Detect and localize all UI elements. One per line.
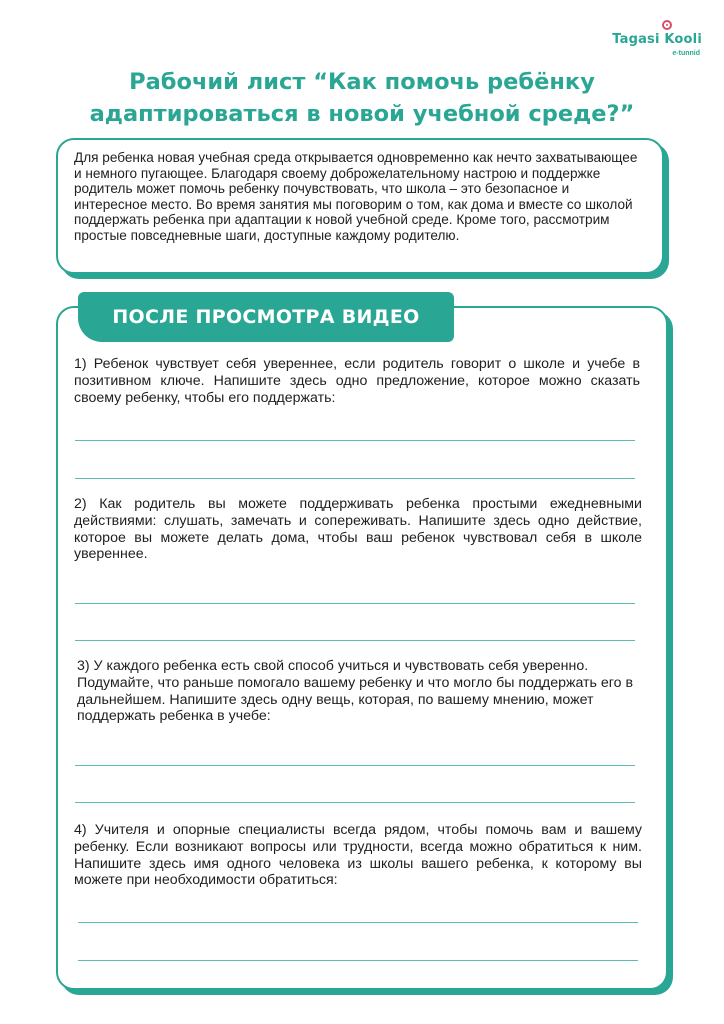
tagasi-kooli-logo [602, 18, 702, 62]
question-4 [74, 822, 642, 889]
answer-line-1b[interactable] [75, 478, 635, 479]
logo-subtitle: e-tunnid [672, 50, 700, 57]
logo-name: Tagasi Kooli [612, 32, 702, 47]
answer-line-3b[interactable] [75, 802, 635, 803]
intro-text: Для ребенка новая учебная среда открывается одновременно как нечто захватывающее и немного пугающее. Благодаря своему доброжелательному настрою и поддержке родитель может помочь ребенку почувствовать, что школа – это безопасное и интересное место. Во время занятия мы поговорим о том, как дома и вместе со школой поддержать ребенка при адаптации к новой учебной среде. Кроме того, рассмотрим простые повседневные шаги, доступные каждому родителю. [74, 150, 638, 243]
page-title-line-2: адаптироваться в новой учебной среде?” [89, 101, 635, 127]
intro-box [56, 138, 664, 274]
answer-line-3a[interactable] [75, 765, 635, 766]
question-2 [74, 496, 642, 563]
answer-line-4b[interactable] [78, 960, 638, 961]
page-title-line-1: Рабочий лист “Как помочь ребёнку [129, 69, 595, 95]
question-3-text: 3) У каждого ребенка есть свой способ учиться и чувствовать себя уверенно. Подумайте, что раньше помогало вашему ребенку и что могло бы поддержать его в дальнейшем. Напишите здесь одну вещь, которая, по вашему мнению, может поддержать ребенка в учебе: [77, 658, 633, 725]
answer-line-2b[interactable] [75, 640, 635, 641]
answer-line-1a[interactable] [75, 440, 635, 441]
question-3 [77, 658, 639, 725]
logo-target-icon [662, 20, 672, 30]
question-2-text: 2) Как родитель вы можете поддерживать ребенка простыми ежедневными действиями: слушать, замечать и сопереживать. Напишите здесь одно действие, которое вы можете делать дома, чтобы ваш ребенок чувствовал себя в школе увереннее. [74, 496, 642, 563]
answer-line-4a[interactable] [78, 922, 638, 923]
section-heading: ПОСЛЕ ПРОСМОТРА ВИДЕО [78, 292, 454, 342]
question-4-text: 4) Учителя и опорные специалисты всегда рядом, чтобы помочь вам и вашему ребенку. Если возникают вопросы или трудности, всегда можно обратиться к ним. Напишите здесь имя одного человека из школы вашего ребенка, к которому вы можете при необходимости обратиться: [74, 822, 642, 889]
question-1 [74, 356, 640, 406]
question-1-text: 1) Ребенок чувствует себя увереннее, если родитель говорит о школе и учебе в позитивном ключе. Напишите здесь одно предложение, которое можно сказать своему ребенку, чтобы его поддержать: [74, 356, 640, 406]
answer-line-2a[interactable] [75, 603, 635, 604]
page-title [0, 66, 724, 130]
